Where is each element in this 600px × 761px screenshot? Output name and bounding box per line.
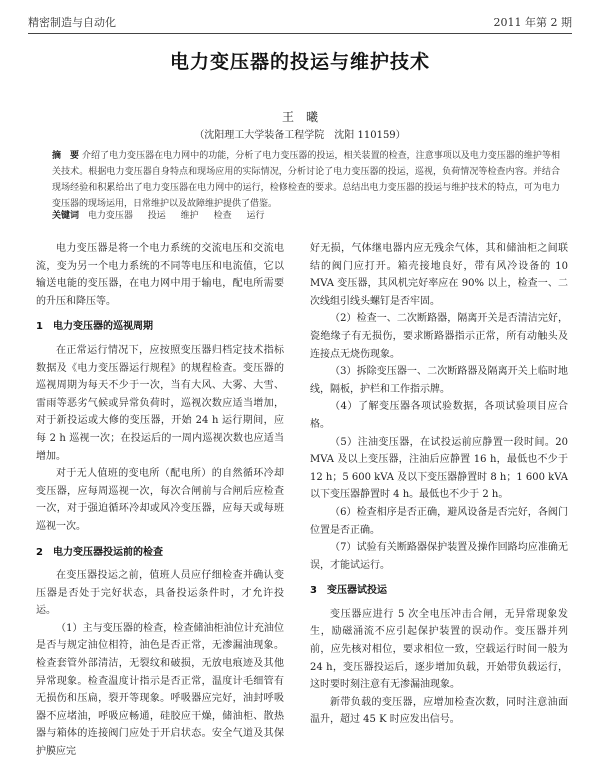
section-2-paragraph: （1）主与变压器的检查，检查储油柜油位计充油位是否与规定油位相符，油色是否正常，无渗漏油现象。检查套管外部清洁，无裂纹和破损，无放电痕迹及其他异常现象。检查温度计指示是否正常，温度计毛细管有无损伤和压扁，裂开等现象。呼吸器应完好，油封呼吸器不应堵油，呼吸应畅通，硅胶应干燥，储油柜、散热器与箱体的连接阀门应处于开启状态。安全气道及其保护膜应完 bbox=[36, 622, 284, 758]
paper-title: 电力变压器的投运与维护技术 bbox=[169, 51, 430, 73]
section-3-paragraph: 变压器应进行 5 次全电压冲击合闸，无异常现象发生，励磁涌流不应引起保护装置的误动作。变压器并列前，应先核对相位，要求相位一致，空载运行时间一般为 24 h，变压器投运后，逐步增加负载，开始带负载运行，这时要时刻注意有无渗漏油现象。 bbox=[310, 608, 568, 691]
section-3-heading: 3 变压器试投运 bbox=[310, 585, 387, 597]
keyword: 维护 bbox=[180, 211, 199, 221]
section-1-paragraph: 对于无人值班的变电所（配电所）的自然循环冷却变压器，应每周巡视一次，每次合闸前与合闸后应检查一次，对于强迫循环冷却或风冷变压器，应每天或每班巡视一次。 bbox=[36, 468, 284, 532]
right-column bbox=[310, 240, 568, 729]
keyword: 检查 bbox=[213, 211, 232, 221]
header-rule bbox=[28, 33, 572, 34]
author-name: 王 曦 bbox=[281, 110, 318, 124]
affiliation: （沈阳理工大学装备工程学院 沈阳 110159） bbox=[194, 130, 406, 141]
section-1-paragraph: 在正常运行情况下，应按照变压器归档定技术指标数据及《电力变压器运行规程》的规程检查。变压器的巡视周期为每天不少于一次，当有大风、大雾、大雪、雷雨等恶劣气候或异常负荷时，巡视次数应适当增加，对于新投运或大修的变压器，开始 24 h 运行期间，应每 2 h 巡视一次；在投运后的一周内巡视次数也应适当增加。 bbox=[36, 344, 284, 462]
keyword: 运行 bbox=[246, 211, 265, 221]
check-item: （6）检查相序是否正确，避风设备是否完好，各阀门位置是否正确。 bbox=[310, 506, 568, 536]
keyword: 电力变压器 bbox=[87, 211, 133, 221]
check-item: （2）检查一、二次断路器，隔离开关是否清洁完好，瓷绝缘子有无损伤，要求断路器指示正常，所有动触头及连接点无烧伤现象。 bbox=[310, 313, 568, 360]
issue-number: 2011 年第 2 期 bbox=[493, 16, 572, 29]
section-3-paragraph: 新带负载的变压器，应增加检查次数，同时注意油面温升，超过 45 K 时应发出信号。 bbox=[310, 696, 568, 726]
running-header bbox=[28, 14, 572, 32]
abstract bbox=[52, 148, 560, 212]
journal-name: 精密制造与自动化 bbox=[28, 16, 116, 29]
intro-paragraph: 电力变压器是将一个电力系统的交流电压和交流电流，变为另一个电力系统的不同等电压和电流值，它以输送电能的变压器，在电力网中用于输电，配电所需要的升压和降压等。 bbox=[36, 243, 284, 307]
section-1-heading: 1 电力变压器的巡视周期 bbox=[36, 321, 153, 333]
section-2-heading: 2 电力变压器投运前的检查 bbox=[36, 546, 163, 558]
left-column bbox=[36, 240, 284, 761]
abstract-label: 摘 要 bbox=[52, 151, 80, 161]
check-item: （7）试验有关断路器保护装置及操作回路均应准确无误，才能试运行。 bbox=[310, 542, 568, 571]
keywords-label: 关键词 bbox=[52, 211, 80, 221]
keyword: 投运 bbox=[147, 211, 166, 221]
check-item: （3）拆除变压器一、二次断路器及隔离开关上临时地线，隔板，护栏和工作指示牌。 bbox=[310, 366, 568, 395]
section-2-paragraph: 在变压器投运之前，值班人员应仔细检查并确认变压器是否处于完好状态，具备投运条件时，才允许投运。 bbox=[36, 570, 284, 617]
abstract-text: 介绍了电力变压器在电力网中的功能，分析了电力变压器的投运，相关装置的检查，注意事项以及电力变压器的维护等相关技术。根据电力变压器自身特点和现场应用的实际情况，分析讨论了电力变压器的投运，巡视，负荷情况等检查内容。并结合现场经验和积累给出了电力变压器在电力网中的运行，检修检查的要求。总结出电力变压器的投运与维护技术的特点，可为电力变压器的现场运用，日常维护以及故障维护提供了借鉴。 bbox=[52, 151, 560, 209]
check-item: （5）注油变压器，在试投运前应静置一段时间。20 MVA 及以上变压器，注油后应静置 16 h，最低也不少于 12 h；5 600 kVA 及以下变压器静置时 8 h；1 600 kVA 以下变压器静置时 4 h。最低也不少于 2 h。 bbox=[310, 436, 568, 501]
check-item: （4）了解变压器各项试验数据，各项试验项目应合格。 bbox=[310, 401, 568, 430]
continued-paragraph: 好无损，气体继电器内应无残余气体，其和储油柜之间联结的阀门应打开。箱壳接地良好，带有风冷设备的 10 MVA 变压器，其风机完好率应在 90% 以上，检查一、二次线组引线头螺钉是否牢固。 bbox=[310, 243, 568, 307]
keywords bbox=[52, 208, 560, 221]
